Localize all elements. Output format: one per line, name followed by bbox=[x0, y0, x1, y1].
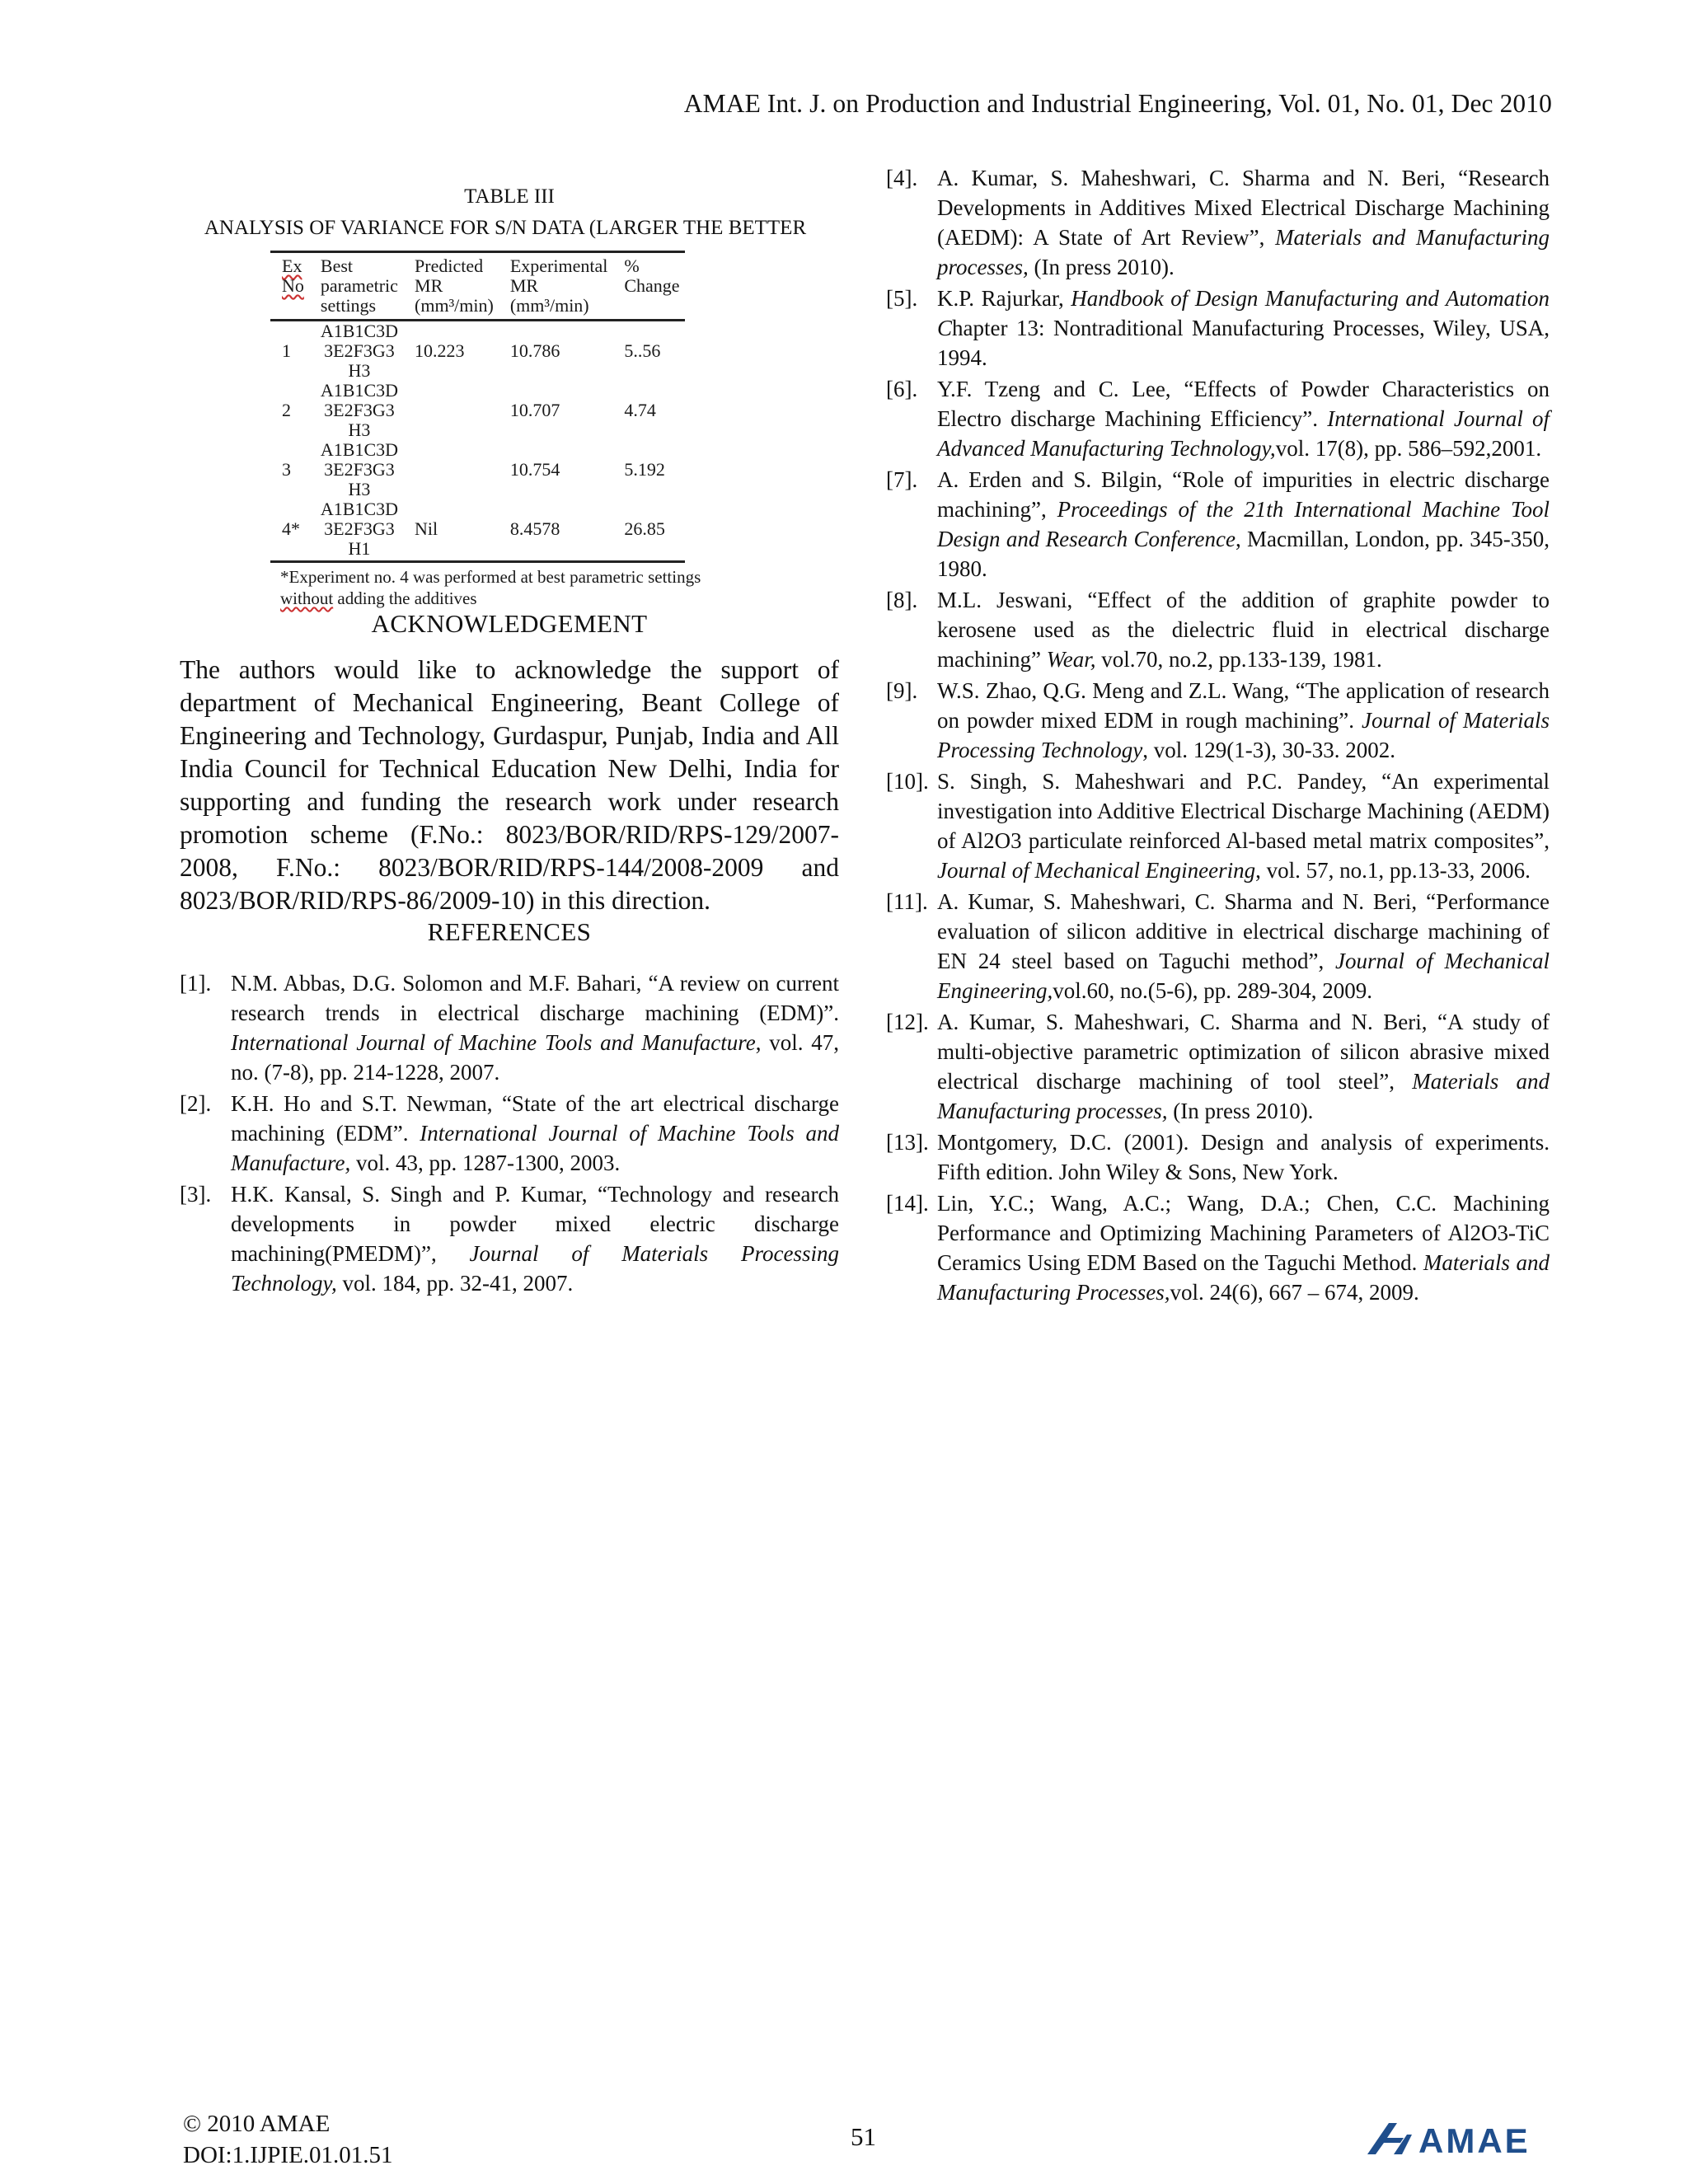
references-list-left bbox=[180, 968, 839, 1298]
settings-line: H1 bbox=[348, 538, 371, 559]
reference-item bbox=[886, 1007, 1550, 1126]
cell-predicted bbox=[403, 381, 499, 440]
header-line: No bbox=[282, 275, 304, 296]
reference-source: Journal of Mechanical Engineering bbox=[937, 858, 1256, 883]
reference-item bbox=[886, 766, 1550, 885]
footnote-word: without bbox=[280, 588, 334, 608]
reference-details: (In press 2010). bbox=[1028, 255, 1175, 279]
cell-experimental: 8.4578 bbox=[499, 499, 613, 562]
reference-source: Materials and Manufacturing Processes, bbox=[937, 1250, 1550, 1305]
reference-number: [13]. bbox=[886, 1130, 929, 1155]
reference-number: [3]. bbox=[180, 1182, 212, 1207]
cell-experimental: 10.754 bbox=[509, 459, 560, 480]
cell-experimental: 10.707 bbox=[509, 400, 560, 420]
settings-line: 3E2F3G3 bbox=[324, 400, 395, 420]
cell-predicted bbox=[403, 440, 499, 499]
header-line: % bbox=[624, 255, 640, 276]
reference-number: [8]. bbox=[886, 588, 918, 612]
table-header-row bbox=[270, 252, 685, 321]
reference-text: K.P. Rajurkar, bbox=[937, 286, 1071, 311]
reference-text: H.K. Kansal, S. Singh and P. Kumar, “Technology and research developments in powder mixed electric discharge machining(PMEDM)”, bbox=[231, 1182, 839, 1266]
reference-details: , Macmillan, London, pp. 345-350, 1980. bbox=[937, 527, 1550, 581]
cell-settings bbox=[309, 321, 403, 382]
settings-line: A1B1C3D bbox=[320, 321, 399, 341]
reference-text: Montgomery, D.C. (2001). Design and analysis of experiments. Fifth edition. John Wiley & Sons, New York. bbox=[937, 1130, 1550, 1184]
reference-details: , vol. 57, no.1, pp.13-33, 2006. bbox=[1255, 858, 1531, 883]
table-footnote bbox=[280, 566, 839, 609]
references-heading: REFERENCES bbox=[427, 917, 592, 946]
reference-source: Proceedings of the 21th International Machine Tool Design and Research Conference bbox=[937, 497, 1550, 551]
cell-ex: 1 bbox=[282, 340, 291, 361]
cell-settings bbox=[309, 381, 403, 440]
page-number: 51 bbox=[851, 2122, 876, 2151]
reference-source: Journal of Mechanical Engineering, bbox=[937, 949, 1550, 1003]
header-line: Predicted bbox=[415, 255, 484, 276]
amae-logo-icon bbox=[1364, 2118, 1554, 2158]
header-line: MR bbox=[509, 275, 539, 296]
reference-item bbox=[886, 585, 1550, 674]
settings-line: 3E2F3G3 bbox=[324, 518, 395, 539]
reference-number: [2]. bbox=[180, 1091, 212, 1116]
header-line: (mm³/min) bbox=[509, 295, 589, 316]
reference-text: A. Erden and S. Bilgin, “Role of impurities in electric discharge machining”, bbox=[937, 467, 1550, 522]
reference-details: , vol. 129(1-3), 30-33. 2002. bbox=[1142, 738, 1395, 762]
header-line: Experimental bbox=[509, 255, 608, 276]
cell-change: 4.74 bbox=[624, 400, 656, 420]
reference-text: A. Kumar, S. Maheshwari, C. Sharma and N. Beri, “A study of multi-objective parametric optimization of silicon abrasive mixed electrical discharge machining of tool steel”, bbox=[937, 1010, 1550, 1094]
cell-change: 5..56 bbox=[624, 340, 661, 361]
reference-number: [9]. bbox=[886, 678, 918, 703]
reference-source: Wear, bbox=[1046, 647, 1096, 672]
reference-details: vol. 17(8), pp. 586–592,2001. bbox=[1275, 436, 1542, 461]
reference-item bbox=[180, 1179, 839, 1298]
reference-source: International Journal of Advanced Manufacturing Technology, bbox=[937, 406, 1550, 461]
reference-item bbox=[886, 1127, 1550, 1187]
reference-details: vol. 24(6), 667 – 674, 2009. bbox=[1170, 1280, 1419, 1305]
cell-predicted: Nil bbox=[403, 499, 499, 562]
reference-source: International Journal of Machine Tools and Manufacture bbox=[231, 1030, 756, 1055]
reference-item bbox=[886, 163, 1550, 282]
footnote-line bbox=[280, 588, 839, 609]
reference-details: vol.70, no.2, pp.133-139, 1981. bbox=[1095, 647, 1382, 672]
reference-number: [5]. bbox=[886, 286, 918, 311]
reference-details: hapter 13: Nontraditional Manufacturing Processes, Wiley, USA, 1994. bbox=[937, 316, 1550, 370]
reference-number: [1]. bbox=[180, 971, 212, 996]
table-row bbox=[270, 321, 685, 382]
cell-predicted: 10.223 bbox=[415, 340, 465, 361]
settings-line: A1B1C3D bbox=[320, 439, 399, 460]
reference-text: M.L. Jeswani, “Effect of the addition of graphite powder to kerosene used as the dielectric fluid in electrical discharge machining” bbox=[937, 588, 1550, 672]
reference-text: K.H. Ho and S.T. Newman, “State of the art electrical discharge machining (EDM”. bbox=[231, 1091, 839, 1146]
header-change bbox=[612, 252, 684, 321]
reference-source: Materials and Manufacturing processes, bbox=[937, 225, 1550, 279]
right-column bbox=[886, 163, 1550, 1309]
reference-number: [12]. bbox=[886, 1010, 929, 1034]
reference-details: (In press 2010). bbox=[1167, 1099, 1314, 1123]
doi: DOI:1.IJPIE.01.01.51 bbox=[183, 2142, 393, 2168]
footer-left bbox=[183, 2108, 393, 2171]
cell-ex: 4* bbox=[270, 499, 309, 562]
settings-line: 3E2F3G3 bbox=[324, 340, 395, 361]
cell-ex: 2 bbox=[282, 400, 291, 420]
settings-line: A1B1C3D bbox=[320, 499, 399, 519]
table-row bbox=[270, 499, 685, 562]
reference-item bbox=[180, 1089, 839, 1178]
reference-number: [11]. bbox=[886, 889, 928, 914]
reference-text: N.M. Abbas, D.G. Solomon and M.F. Bahari, “A review on current research trends in electrical discharge machining (EDM)”. bbox=[231, 971, 839, 1025]
cell-change: 26.85 bbox=[612, 499, 684, 562]
reference-details: vol.60, no.(5-6), pp. 289-304, 2009. bbox=[1053, 978, 1372, 1003]
reference-item bbox=[886, 887, 1550, 1005]
settings-line: 3E2F3G3 bbox=[324, 459, 395, 480]
reference-item bbox=[886, 676, 1550, 765]
acknowledgement-heading: ACKNOWLEDGEMENT bbox=[371, 609, 648, 638]
copyright: © 2010 AMAE bbox=[183, 2111, 331, 2137]
cell-change: 5.192 bbox=[624, 459, 665, 480]
footnote-line: *Experiment no. 4 was performed at best parametric settings bbox=[280, 567, 701, 587]
table-row bbox=[270, 440, 685, 499]
settings-line: A1B1C3D bbox=[320, 380, 399, 401]
running-title: AMAE Int. J. on Production and Industrial Engineering, Vol. 01, No. 01, Dec 2010 bbox=[683, 89, 1552, 118]
reference-text: W.S. Zhao, Q.G. Meng and Z.L. Wang, “The application of research on powder mixed EDM in rough machining”. bbox=[937, 678, 1550, 733]
cell-ex: 3 bbox=[282, 459, 291, 480]
cell-settings bbox=[309, 499, 403, 562]
reference-details: vol. 43, pp. 1287-1300, 2003. bbox=[350, 1151, 621, 1175]
reference-source: Materials and Manufacturing processes, bbox=[937, 1069, 1550, 1123]
acknowledgement-body: The authors would like to acknowledge the support of department of Mechanical Engineering, Beant College of Engineering and Technology, Gurdaspur, Punjab, India and All India Council for Technical Education New Delhi, India for supporting and funding the research work under research promotion scheme (F.No.: 8023/BOR/RID/RPS-129/2007-2008, F.No.: 8023/BOR/RID/RPS-144/2008-2009 and 8023/BOR/RID/RPS-86/2009-10) in this direction. bbox=[180, 655, 839, 915]
reference-number: [10]. bbox=[886, 769, 929, 794]
table-title: ANALYSIS OF VARIANCE FOR S/N DATA (LARGER THE BETTER bbox=[204, 217, 807, 239]
reference-item bbox=[180, 968, 839, 1087]
reference-item bbox=[886, 284, 1550, 373]
reference-details: , vol. 47, no. (7-8), pp. 214-1228, 2007. bbox=[231, 1030, 839, 1085]
header-line: parametric bbox=[320, 275, 398, 296]
reference-text: Lin, Y.C.; Wang, A.C.; Wang, D.A.; Chen, C.C. Machining Performance and Optimizing Machining Parameters of Al2O3-TiC Ceramics Using EDM Based on the Taguchi Method. bbox=[937, 1191, 1550, 1275]
settings-line: H3 bbox=[348, 419, 371, 440]
reference-item bbox=[886, 374, 1550, 463]
header-experimental-mr bbox=[499, 252, 613, 321]
reference-text: A. Kumar, S. Maheshwari, C. Sharma and N. Beri, “Performance evaluation of silicon additive in electrical discharge machining of EN 24 steel based on Taguchi method”, bbox=[937, 889, 1550, 973]
settings-line: H3 bbox=[348, 360, 371, 381]
reference-number: [4]. bbox=[886, 166, 918, 190]
reference-details: vol. 184, pp. 32-41, 2007. bbox=[336, 1271, 574, 1296]
table-number: TABLE III bbox=[464, 185, 555, 208]
reference-item bbox=[886, 1188, 1550, 1307]
table-caption bbox=[180, 181, 839, 244]
left-column bbox=[180, 163, 839, 1300]
footnote-rest: adding the additives bbox=[333, 588, 477, 608]
reference-number: [6]. bbox=[886, 377, 918, 401]
anova-table bbox=[270, 251, 685, 563]
header-line: MR bbox=[415, 275, 443, 296]
header-line: (mm³/min) bbox=[415, 295, 494, 316]
amae-logo bbox=[1364, 2118, 1554, 2158]
reference-source: Journal of Materials Processing Technology bbox=[937, 708, 1550, 762]
header-best-settings bbox=[309, 252, 403, 321]
reference-item bbox=[886, 465, 1550, 583]
cell-settings bbox=[309, 440, 403, 499]
header-ex-no bbox=[270, 252, 309, 321]
reference-number: [14]. bbox=[886, 1191, 929, 1216]
table-row bbox=[270, 381, 685, 440]
header-line: Best bbox=[320, 255, 354, 276]
header-line: Change bbox=[624, 275, 680, 296]
references-list-right bbox=[886, 163, 1550, 1307]
reference-text: Y.F. Tzeng and C. Lee, “Effects of Powder Characteristics on Electro discharge Machining Efficiency”. bbox=[937, 377, 1550, 431]
header-line: settings bbox=[320, 295, 377, 316]
reference-number: [7]. bbox=[886, 467, 918, 492]
reference-source: Handbook of Design Manufacturing and Automation C bbox=[937, 286, 1550, 340]
reference-text: A. Kumar, S. Maheshwari, C. Sharma and N. Beri, “Research Developments in Additives Mixed Electrical Discharge Machining (AEDM): A State of Art Review”, bbox=[937, 166, 1550, 250]
logo-wordmark: AMAE bbox=[1418, 2121, 1531, 2158]
cell-experimental: 10.786 bbox=[509, 340, 560, 361]
header-line: Ex bbox=[282, 255, 302, 276]
reference-text: S. Singh, S. Maheshwari and P.C. Pandey, “An experimental investigation into Additive Electrical Discharge Machining (AEDM) of Al2O3 particulate reinforced Al-based metal matrix composites”, bbox=[937, 769, 1550, 853]
header-predicted-mr bbox=[403, 252, 499, 321]
reference-source: International Journal of Machine Tools and Manufacture, bbox=[231, 1121, 839, 1175]
settings-line: H3 bbox=[348, 479, 371, 499]
reference-source: Journal of Materials Processing Technology, bbox=[231, 1241, 839, 1296]
